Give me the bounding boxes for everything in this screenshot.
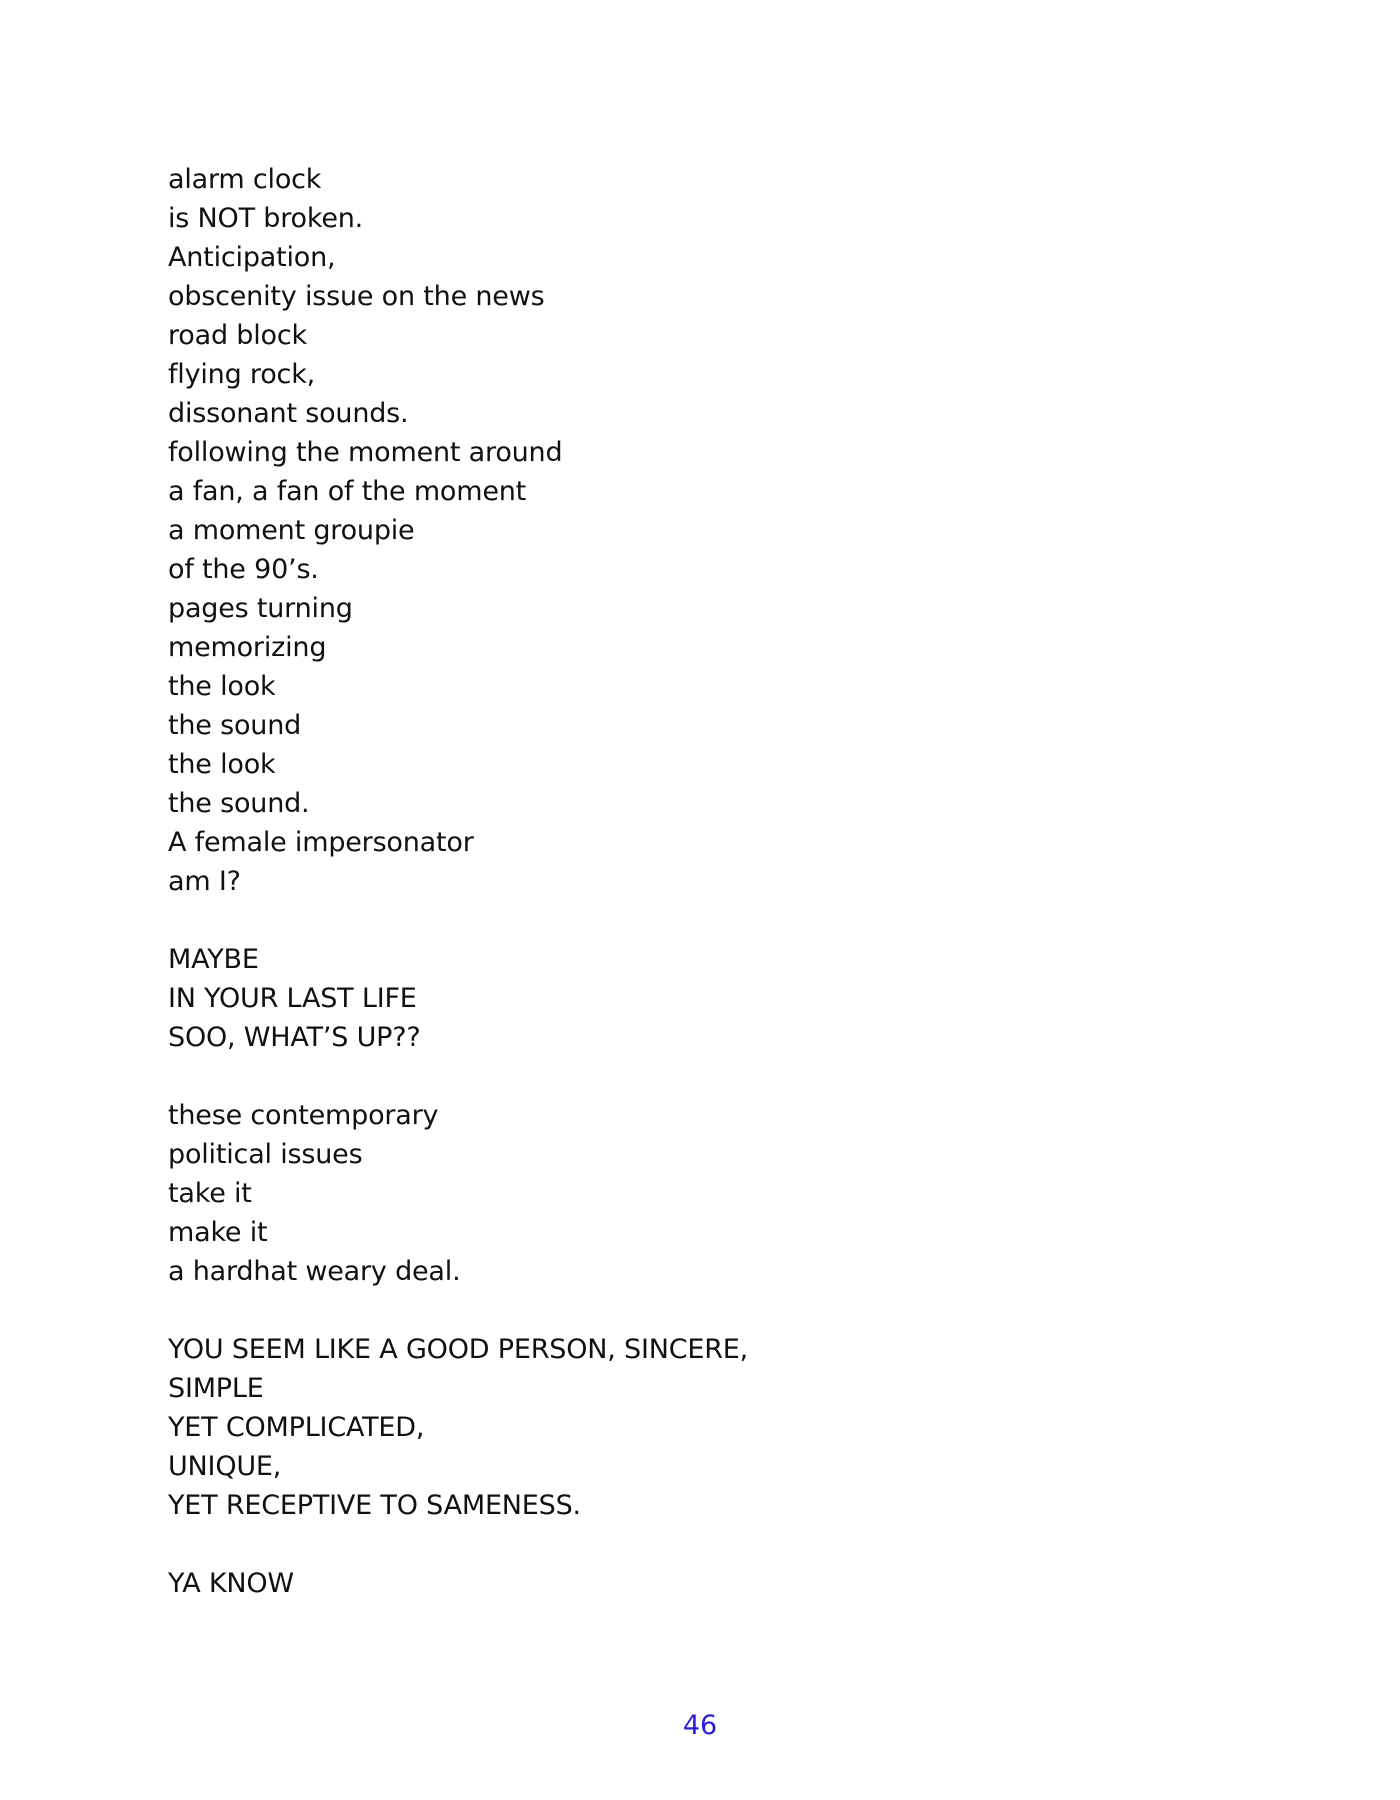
poem-line: SIMPLE bbox=[168, 1373, 264, 1404]
poem-line: a hardhat weary deal. bbox=[168, 1256, 461, 1287]
poem-line: am I? bbox=[168, 866, 241, 897]
poem-line: Anticipation, bbox=[168, 242, 336, 273]
stanza bbox=[168, 160, 1168, 901]
poem-line: the look bbox=[168, 749, 276, 780]
poem-line: YOU SEEM LIKE A GOOD PERSON, SINCERE, bbox=[168, 1334, 749, 1365]
poem-line: a fan, a fan of the moment bbox=[168, 476, 527, 507]
poem-line: flying rock, bbox=[168, 359, 316, 390]
stanza bbox=[168, 940, 1168, 1057]
poem-line: make it bbox=[168, 1217, 268, 1248]
poem-line: the look bbox=[168, 671, 276, 702]
poem-line: YET COMPLICATED, bbox=[168, 1412, 425, 1443]
poem-line: pages turning bbox=[168, 593, 353, 624]
poem-line: A female impersonator bbox=[168, 827, 474, 858]
poem-line: a moment groupie bbox=[168, 515, 415, 546]
poem-line: take it bbox=[168, 1178, 252, 1209]
poem-line: the sound bbox=[168, 710, 302, 741]
poem-line: of the 90’s. bbox=[168, 554, 319, 585]
poem-line: these contemporary bbox=[168, 1100, 439, 1131]
page-number: 46 bbox=[682, 1710, 718, 1741]
stanza bbox=[168, 1564, 1168, 1603]
poem-line: the sound. bbox=[168, 788, 310, 819]
poem-line: political issues bbox=[168, 1139, 363, 1170]
poem-line: IN YOUR LAST LIFE bbox=[168, 983, 417, 1014]
poem-line: UNIQUE, bbox=[168, 1451, 282, 1482]
poem-line: alarm clock bbox=[168, 164, 322, 195]
poem-line: obscenity issue on the news bbox=[168, 281, 545, 312]
poem-line: following the moment around bbox=[168, 437, 563, 468]
poem-line: road block bbox=[168, 320, 307, 351]
poem-line: is NOT broken. bbox=[168, 203, 364, 234]
poem-line: YA KNOW bbox=[168, 1568, 294, 1599]
poem-line: dissonant sounds. bbox=[168, 398, 409, 429]
poem-line: MAYBE bbox=[168, 944, 259, 975]
poem-line: memorizing bbox=[168, 632, 327, 663]
poem-line: SOO, WHAT’S UP?? bbox=[168, 1022, 421, 1053]
stanza bbox=[168, 1330, 1168, 1525]
stanza bbox=[168, 1096, 1168, 1291]
poem-line: YET RECEPTIVE TO SAMENESS. bbox=[168, 1490, 581, 1521]
poem-body bbox=[168, 160, 1168, 1642]
